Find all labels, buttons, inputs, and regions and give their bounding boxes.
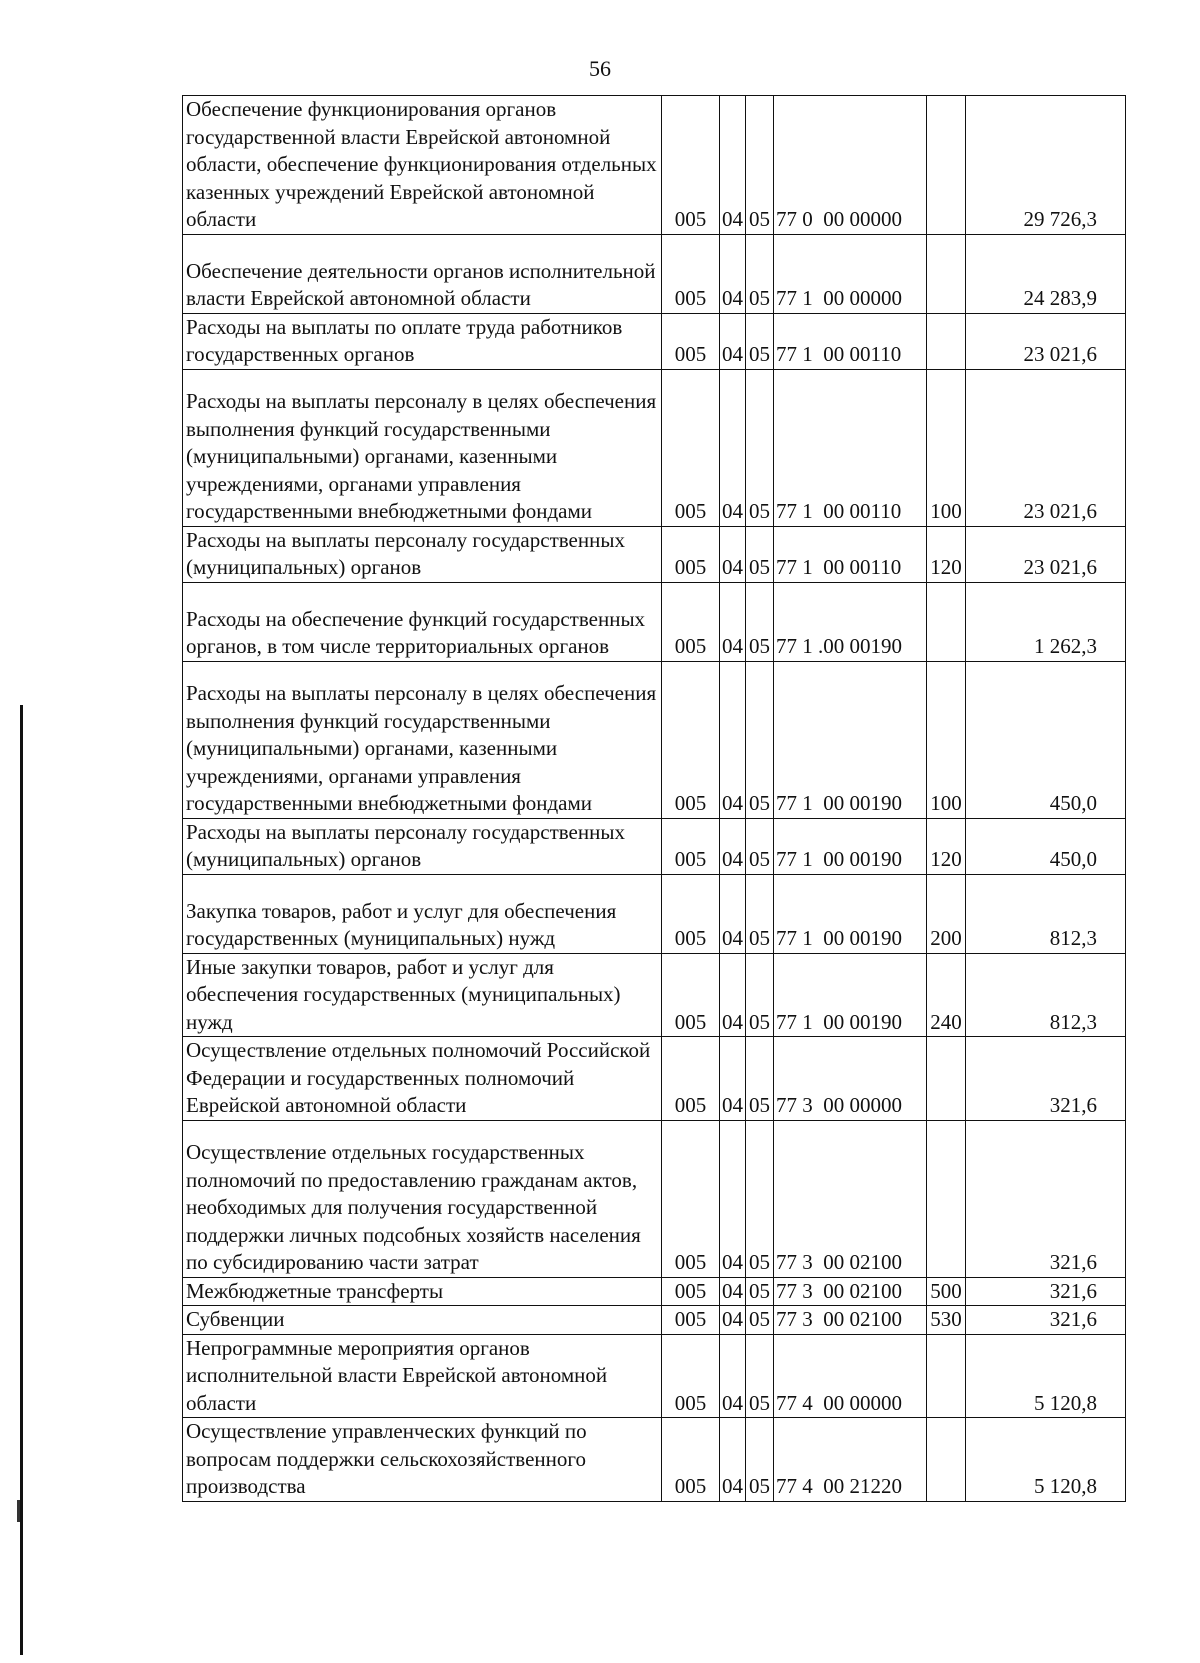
row-code-pr: 05	[746, 818, 774, 874]
row-code-vr	[927, 1418, 966, 1502]
row-code-rz: 04	[720, 1418, 746, 1502]
table-row	[183, 1277, 1126, 1306]
row-code-cs: 77 1 00 00110	[774, 526, 927, 582]
table-row	[183, 234, 1126, 313]
row-code-rz: 04	[720, 1277, 746, 1306]
row-name: Иные закупки товаров, работ и услуг для обеспечения государственных (муниципальных) нужд	[183, 953, 662, 1037]
scan-edge-line	[20, 705, 23, 1655]
row-code-rz: 04	[720, 313, 746, 369]
row-code-rz: 04	[720, 1120, 746, 1277]
row-code-cs: 77 1 00 00190	[774, 661, 927, 818]
row-code-gr: 005	[662, 313, 720, 369]
row-code-cs: 77 3 00 00000	[774, 1037, 927, 1121]
row-code-rz: 04	[720, 526, 746, 582]
row-code-gr: 005	[662, 874, 720, 953]
row-code-vr: 530	[927, 1306, 966, 1335]
row-code-cs: 77 0 00 00000	[774, 96, 927, 235]
row-code-pr: 05	[746, 1037, 774, 1121]
row-code-gr: 005	[662, 661, 720, 818]
row-code-rz: 04	[720, 582, 746, 661]
row-sum: 321,6	[966, 1306, 1126, 1335]
row-code-vr: 120	[927, 818, 966, 874]
row-name: Расходы на выплаты персоналу в целях обеспечения выполнения функций государственными (муниципальными) органами, казенными учреждениями, органами управления государственными внебюджетными фондами	[183, 369, 662, 526]
row-code-gr: 005	[662, 818, 720, 874]
row-code-gr: 005	[662, 953, 720, 1037]
table-row	[183, 1306, 1126, 1335]
row-code-vr	[927, 1120, 966, 1277]
table-row	[183, 818, 1126, 874]
row-name: Межбюджетные трансферты	[183, 1277, 662, 1306]
row-code-pr: 05	[746, 661, 774, 818]
row-sum: 5 120,8	[966, 1418, 1126, 1502]
row-name: Расходы на выплаты персоналу в целях обеспечения выполнения функций государственными (муниципальными) органами, казенными учреждениями, органами управления государственными внебюджетными фондами	[183, 661, 662, 818]
scan-edge-mark	[17, 1500, 20, 1522]
row-code-pr: 05	[746, 234, 774, 313]
row-name: Непрограммные мероприятия органов исполнительной власти Еврейской автономной области	[183, 1334, 662, 1418]
row-code-vr	[927, 313, 966, 369]
row-code-pr: 05	[746, 953, 774, 1037]
row-code-gr: 005	[662, 369, 720, 526]
table-row	[183, 1120, 1126, 1277]
row-code-pr: 05	[746, 313, 774, 369]
row-code-pr: 05	[746, 1306, 774, 1335]
row-code-vr: 120	[927, 526, 966, 582]
row-code-cs: 77 1 .00 00190	[774, 582, 927, 661]
budget-table-body	[183, 96, 1126, 1502]
row-sum: 321,6	[966, 1037, 1126, 1121]
row-code-gr: 005	[662, 582, 720, 661]
row-sum: 321,6	[966, 1277, 1126, 1306]
row-code-vr	[927, 582, 966, 661]
row-code-pr: 05	[746, 369, 774, 526]
table-row	[183, 526, 1126, 582]
row-name: Закупка товаров, работ и услуг для обеспечения государственных (муниципальных) нужд	[183, 874, 662, 953]
row-code-cs: 77 1 00 00190	[774, 818, 927, 874]
table-row	[183, 661, 1126, 818]
row-code-gr: 005	[662, 96, 720, 235]
row-code-cs: 77 1 00 00110	[774, 369, 927, 526]
row-code-gr: 005	[662, 1037, 720, 1121]
table-row	[183, 369, 1126, 526]
row-code-gr: 005	[662, 234, 720, 313]
row-code-rz: 04	[720, 1037, 746, 1121]
row-code-pr: 05	[746, 582, 774, 661]
row-sum: 812,3	[966, 953, 1126, 1037]
row-code-cs: 77 3 00 02100	[774, 1277, 927, 1306]
row-code-cs: 77 1 00 00000	[774, 234, 927, 313]
row-code-pr: 05	[746, 1120, 774, 1277]
row-code-rz: 04	[720, 1334, 746, 1418]
row-name: Обеспечение деятельности органов исполнительной власти Еврейской автономной области	[183, 234, 662, 313]
row-code-rz: 04	[720, 1306, 746, 1335]
page-number: 56	[589, 56, 611, 81]
row-code-pr: 05	[746, 1277, 774, 1306]
row-sum: 450,0	[966, 661, 1126, 818]
table-row	[183, 313, 1126, 369]
row-code-vr	[927, 234, 966, 313]
row-code-pr: 05	[746, 1334, 774, 1418]
row-sum: 23 021,6	[966, 526, 1126, 582]
row-code-pr: 05	[746, 1418, 774, 1502]
table-row	[183, 1334, 1126, 1418]
table-row	[183, 1418, 1126, 1502]
row-sum: 1 262,3	[966, 582, 1126, 661]
row-code-cs: 77 1 00 00110	[774, 313, 927, 369]
row-code-pr: 05	[746, 874, 774, 953]
row-code-gr: 005	[662, 1418, 720, 1502]
row-name: Осуществление управленческих функций по вопросам поддержки сельскохозяйственного производства	[183, 1418, 662, 1502]
row-code-vr: 200	[927, 874, 966, 953]
table-row	[183, 582, 1126, 661]
row-code-gr: 005	[662, 1334, 720, 1418]
row-code-rz: 04	[720, 96, 746, 235]
row-code-vr: 500	[927, 1277, 966, 1306]
row-code-cs: 77 4 00 21220	[774, 1418, 927, 1502]
row-code-cs: 77 1 00 00190	[774, 874, 927, 953]
row-name: Осуществление отдельных государственных полномочий по предоставлению гражданам актов, необходимых для получения государственной поддержки личных подсобных хозяйств населения по субсидированию части затрат	[183, 1120, 662, 1277]
row-sum: 23 021,6	[966, 369, 1126, 526]
row-code-vr	[927, 1334, 966, 1418]
row-code-cs: 77 4 00 00000	[774, 1334, 927, 1418]
row-code-vr: 240	[927, 953, 966, 1037]
row-code-rz: 04	[720, 818, 746, 874]
table-row	[183, 1037, 1126, 1121]
row-code-pr: 05	[746, 526, 774, 582]
table-row	[183, 96, 1126, 235]
row-code-cs: 77 3 00 02100	[774, 1306, 927, 1335]
row-code-vr: 100	[927, 369, 966, 526]
row-code-rz: 04	[720, 874, 746, 953]
row-sum: 24 283,9	[966, 234, 1126, 313]
budget-table	[182, 95, 1126, 1502]
row-code-gr: 005	[662, 1120, 720, 1277]
row-name: Расходы на выплаты персоналу государственных (муниципальных) органов	[183, 818, 662, 874]
row-name: Субвенции	[183, 1306, 662, 1335]
table-row	[183, 953, 1126, 1037]
row-code-vr: 100	[927, 661, 966, 818]
row-sum: 29 726,3	[966, 96, 1126, 235]
table-row	[183, 874, 1126, 953]
row-code-vr	[927, 1037, 966, 1121]
row-code-pr: 05	[746, 96, 774, 235]
row-sum: 450,0	[966, 818, 1126, 874]
row-code-cs: 77 1 00 00190	[774, 953, 927, 1037]
row-code-gr: 005	[662, 526, 720, 582]
row-name: Расходы на выплаты по оплате труда работников государственных органов	[183, 313, 662, 369]
row-sum: 812,3	[966, 874, 1126, 953]
row-sum: 321,6	[966, 1120, 1126, 1277]
row-name: Осуществление отдельных полномочий Российской Федерации и государственных полномочий Еврейской автономной области	[183, 1037, 662, 1121]
row-code-rz: 04	[720, 234, 746, 313]
row-name: Расходы на обеспечение функций государственных органов, в том числе территориальных органов	[183, 582, 662, 661]
row-name: Обеспечение функционирования органов государственной власти Еврейской автономной области, обеспечение функционирования отдельных казенных учреждений Еврейской автономной области	[183, 96, 662, 235]
row-sum: 5 120,8	[966, 1334, 1126, 1418]
row-code-rz: 04	[720, 661, 746, 818]
row-code-gr: 005	[662, 1306, 720, 1335]
row-code-rz: 04	[720, 369, 746, 526]
row-code-rz: 04	[720, 953, 746, 1037]
row-code-vr	[927, 96, 966, 235]
row-code-gr: 005	[662, 1277, 720, 1306]
row-sum: 23 021,6	[966, 313, 1126, 369]
row-name: Расходы на выплаты персоналу государственных (муниципальных) органов	[183, 526, 662, 582]
row-code-cs: 77 3 00 02100	[774, 1120, 927, 1277]
